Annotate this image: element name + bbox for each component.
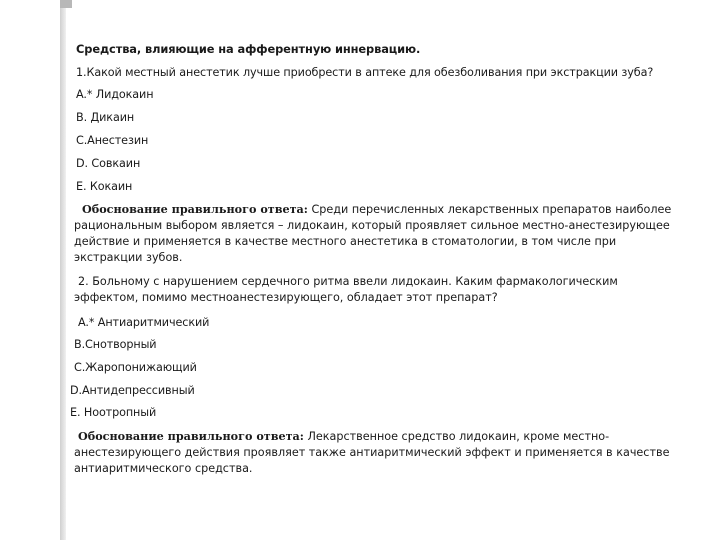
slide-left-border bbox=[60, 0, 66, 540]
q2-option-c: C.Жаропонижающий bbox=[74, 361, 197, 374]
q1-rationale-text: Среди перечисленных лекарственных препаратов наиболее рациональным выбором является – лидокаин, который проявляет сильное местно-анестезирующее действие и применяется в качестве местного анестетика в стоматологии, в том числе при экстракции зубов. bbox=[74, 203, 672, 264]
question-1: 1.Какой местный анестетик лучше приобрести в аптеке для обезболивания при экстракции зуба? bbox=[76, 66, 654, 79]
q2-rationale bbox=[74, 428, 674, 477]
q2-option-e: E. Ноотропный bbox=[70, 406, 157, 419]
q1-option-c: C.Анестезин bbox=[76, 134, 149, 147]
q1-option-a: A.* Лидокаин bbox=[76, 88, 154, 101]
q2-rationale-text: Лекарственное средство лидокаин, кроме местно-анестезирующего действия проявляет также антиаритмический эффект и применяется в качестве антиаритмического средства. bbox=[74, 430, 670, 475]
slide-title: Средства, влияющие на афферентную иннервацию. bbox=[76, 42, 421, 56]
q1-rationale-label: Обоснование правильного ответа: bbox=[82, 202, 308, 216]
q1-option-b: B. Дикаин bbox=[76, 111, 135, 124]
q2-option-a: A.* Антиаритмический bbox=[78, 316, 210, 329]
q1-option-e: E. Кокаин bbox=[76, 180, 133, 193]
q2-rationale-label: Обоснование правильного ответа: bbox=[78, 429, 304, 443]
q2-option-b: B.Снотворный bbox=[74, 338, 157, 351]
q1-rationale bbox=[74, 201, 674, 266]
question-2: 2. Больному с нарушением сердечного ритма ввели лидокаин. Каким фармакологическим эффектом, помимо местноанестезирующего, обладает этот препарат? bbox=[74, 275, 618, 304]
corner-decoration bbox=[60, 0, 72, 8]
q2-option-d: D.Антидепрессивный bbox=[70, 384, 195, 397]
q1-option-d: D. Совкаин bbox=[76, 157, 141, 170]
